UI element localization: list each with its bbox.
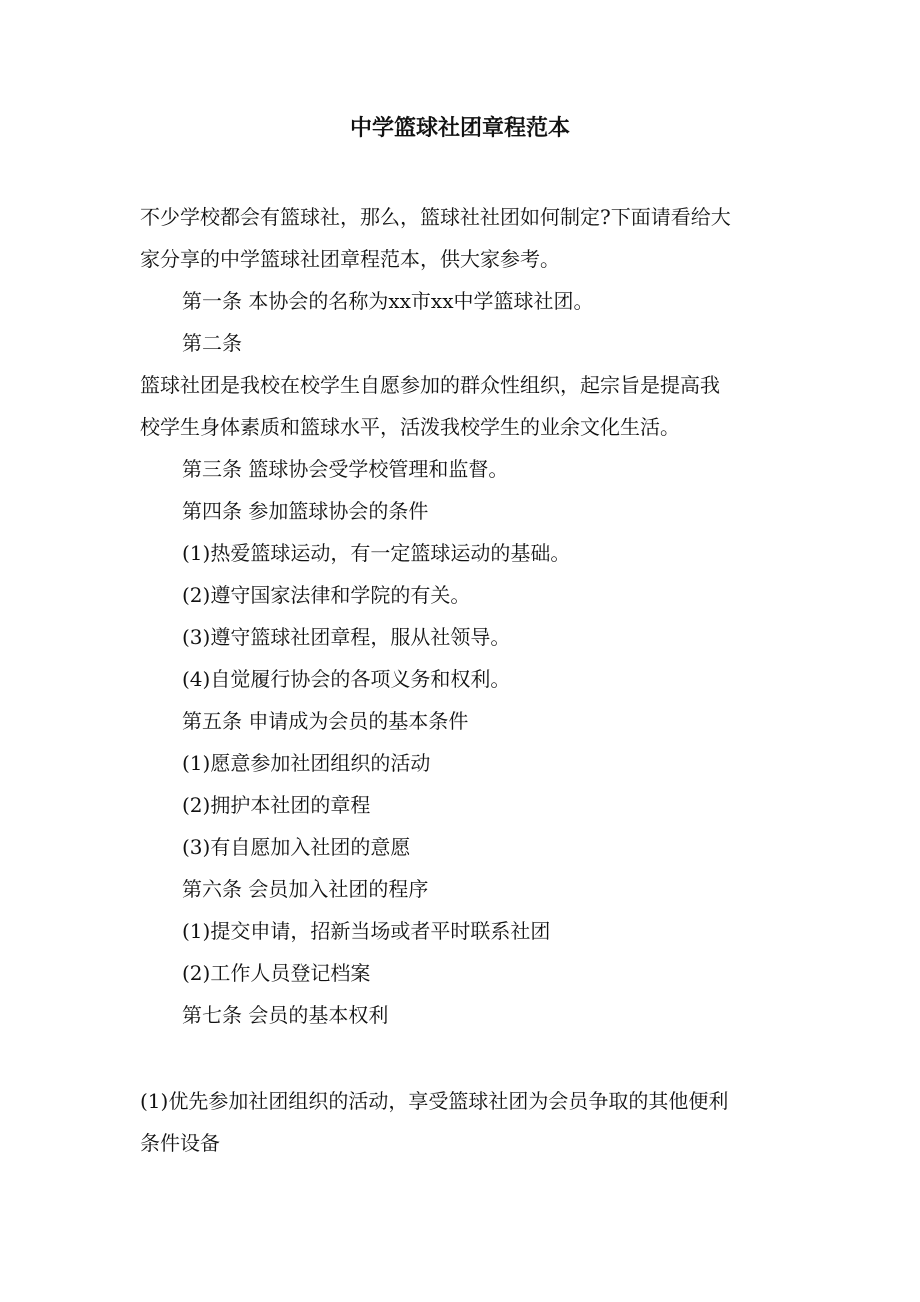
article-3: 第三条 篮球协会受学校管理和监督。 (182, 457, 509, 481)
article-6: 第六条 会员加入社团的程序 (182, 877, 429, 901)
document-title: 中学篮球社团章程范本 (349, 115, 570, 141)
article-5: 第五条 申请成为会员的基本条件 (182, 709, 469, 733)
article-4: 第四条 参加篮球协会的条件 (182, 499, 429, 523)
article-7-item-1-line-2: 条件设备 (140, 1131, 220, 1155)
article-4-item-4: (4)自觉履行协会的各项义务和权利。 (182, 667, 511, 691)
article-1: 第一条 本协会的名称为xx市xx中学篮球社团。 (182, 289, 594, 313)
article-2-line-2: 校学生身体素质和篮球水平，活泼我校学生的业余文化生活。 (140, 415, 680, 439)
article-4-item-2: (2)遵守国家法律和学院的有关。 (182, 583, 471, 607)
article-7: 第七条 会员的基本权利 (182, 1003, 389, 1027)
article-5-item-1: (1)愿意参加社团组织的活动 (182, 751, 431, 775)
intro-line-1: 不少学校都会有篮球社，那么，篮球社社团如何制定?下面请看给大 (140, 205, 731, 229)
article-4-item-1: (1)热爱篮球运动，有一定篮球运动的基础。 (182, 541, 571, 565)
article-6-item-2: (2)工作人员登记档案 (182, 961, 371, 985)
article-5-item-3: (3)有自愿加入社团的意愿 (182, 835, 411, 859)
article-6-item-1: (1)提交申请，招新当场或者平时联系社团 (182, 919, 551, 943)
article-4-item-3: (3)遵守篮球社团章程，服从社领导。 (182, 625, 511, 649)
intro-line-2: 家分享的中学篮球社团章程范本，供大家参考。 (140, 247, 560, 271)
article-7-item-1-line-1: (1)优先参加社团组织的活动，享受篮球社团为会员争取的其他便利 (140, 1089, 729, 1113)
article-5-item-2: (2)拥护本社团的章程 (182, 793, 371, 817)
article-2-heading: 第二条 (182, 331, 242, 355)
article-2-line-1: 篮球社团是我校在校学生自愿参加的群众性组织，起宗旨是提高我 (140, 373, 720, 397)
